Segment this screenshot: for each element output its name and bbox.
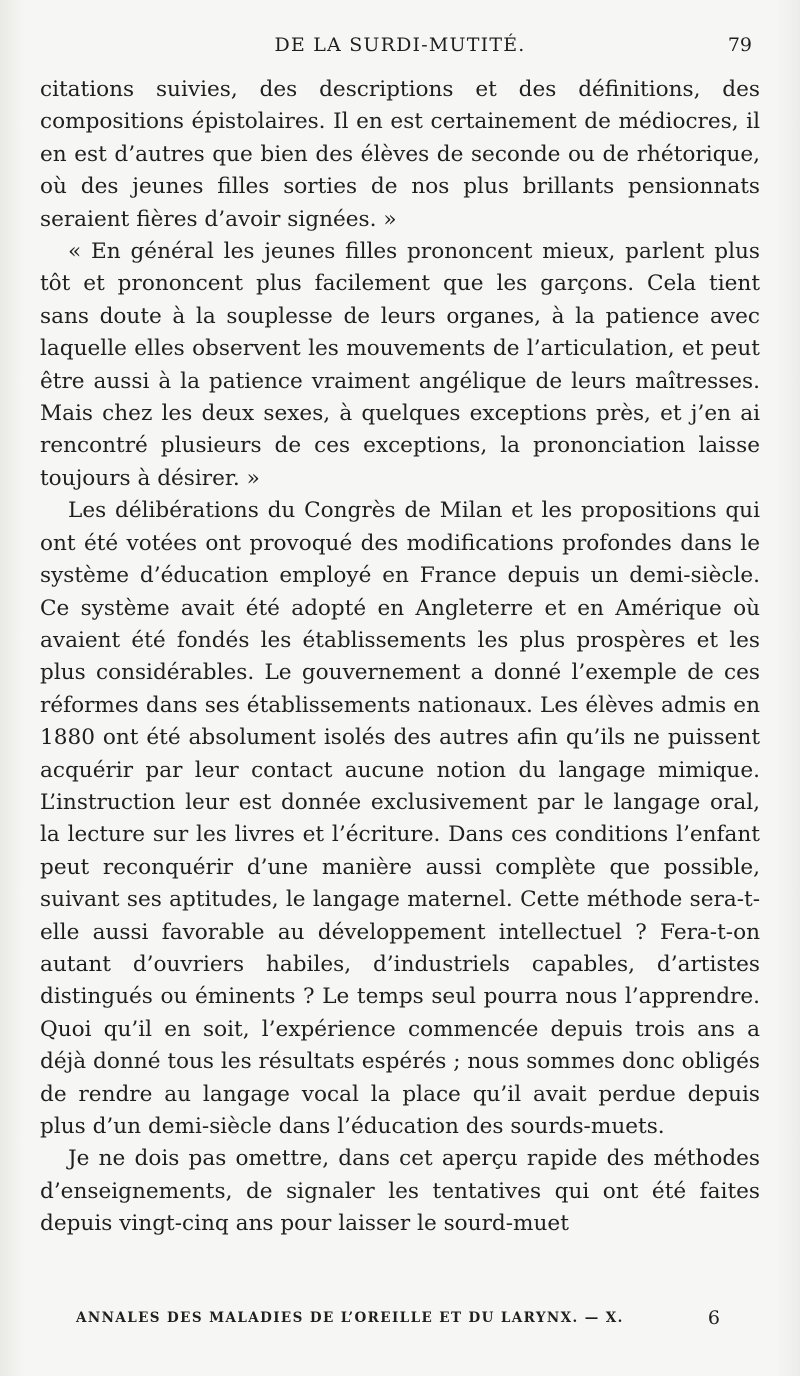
signature-mark: 6 [707,1307,720,1329]
running-title: DE LA SURDI-MUTITÉ. [274,34,526,56]
journal-title: ANNALES DES MALADIES DE L’OREILLE ET DU LARYNX. — X. [76,1310,624,1326]
body-text [40,74,760,1241]
paragraph: Les délibérations du Congrès de Milan et les propositions qui ont été votées ont provoqué des modifications profondes dans le système d’éducation employé en France depuis un demi-siècle. Ce système avait été adopté en Angleterre et en Amérique où avaient été fondés les établissements les plus prospères et les plus considérables. Le gouvernement a donné l’exemple de ces réformes dans ses établissements nationaux. Les élèves admis en 1880 ont été absolument isolés des autres afin qu’ils ne puissent acquérir par leur contact aucune notion du langage mimique. L’instruction leur est donnée exclusivement par le langage oral, la lecture sur les livres et l’écriture. Dans ces conditions l’enfant peut reconquérir d’une manière aussi complète que possible, suivant ses aptitudes, le langage maternel. Cette méthode sera-t-elle aussi favorable au développement intellectuel ? Fera-t-on autant d’ouvriers habiles, d’industriels capables, d’artistes distingués ou éminents ? Le temps seul pourra nous l’apprendre. Quoi qu’il en soit, l’expérience commencée depuis trois ans a déjà donné tous les résultats espérés ; nous sommes donc obligés de rendre au langage vocal la place qu’il avait perdue depuis plus d’un demi-siècle dans l’éducation des sourds-muets. [40,498,760,1139]
paragraph-continued: citations suivies, des descriptions et des définitions, des compositions épistolaires. Il en est certainement de médiocres, il en est d’autres que bien des élèves de seconde ou de rhétorique, où des jeunes filles sorties de nos plus brillants pensionnats seraient fières d’avoir signées. » [40,77,760,232]
page-footer [76,1307,736,1331]
paragraph: Je ne dois pas omettre, dans cet aperçu rapide des méthodes d’enseignements, de signaler les tentatives qui ont été faites depuis vingt-cinq ans pour laisser le sourd-muet [40,1146,760,1237]
running-head [40,34,760,60]
paragraph: « En général les jeunes filles prononcent mieux, parlent plus tôt et prononcent plus facilement que les garçons. Cela tient sans doute à la souplesse de leurs organes, à la patience avec laquelle elles observent les mouvements de l’articulation, et peut être aussi à la patience vraiment angélique de leurs maîtresses. Mais chez les deux sexes, à quelques exceptions près, et j’en ai rencontré plusieurs de ces exceptions, la prononciation laisse toujours à désirer. » [40,239,760,491]
page-number: 79 [727,34,752,56]
